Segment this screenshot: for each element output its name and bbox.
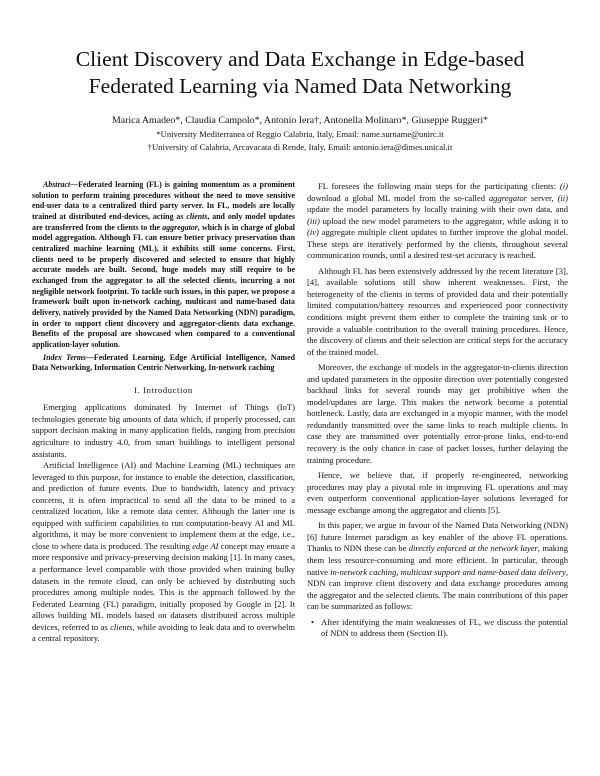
body-paragraph-weaknesses: Although FL has been extensively addressed by the recent literature [3], [4], available solutions still show inherent weaknesses. First, the heterogeneity of the clients in terms of provided data and their potentially limited computation/battery resources and experienced poor connectivity conditions might prevent them either to complete the training task or to provide a valuable contribution to the overall training procedures. Hence, the discovery of clients and their selection are critical steps for the accuracy of the trained model.: [307, 265, 568, 357]
intro-paragraph-1: Emerging applications dominated by Internet of Things (IoT) technologies generate big amounts of data which, if properly processed, can support decision making in many application fields, ranging from precision agriculture to industry 4.0, from smart buildings to intelligent personal assistants.: [32, 402, 295, 459]
contributions-list: [307, 617, 568, 640]
section-heading-introduction: I. Introduction: [134, 384, 193, 395]
paper-title: [40, 46, 560, 100]
body-paragraph-fl-steps: FL foresees the following main steps for the participating clients: (i) download a global ML model from the so-called aggregator server, (ii) update the model parameters by locally training with their own data, and (iii) upload the new model parameters to the aggregator, while asking it to (iv) aggregate multiple client updates to further improve the global model. These steps are iteratively performed by the clients, throughout several communication rounds, until a desired test-set accuracy is reached.: [307, 181, 569, 261]
abstract: Abstract—Federated learning (FL) is gaining momentum as a prominent solution to perform training procedures without the need to move sensitive end-user data to a centralized third party server. In FL, models are locally trained at distributed end-devices, acting as clients, and only model updates are transferred from the clients to the aggregator, which is in charge of global model aggregation. Although FL can ensure better privacy preservation than centralized machine learning (ML), it exhibits still some concerns. First, clients need to be properly discovered and selected to ensure that highly accurate models are built. Second, huge models may still require to be exchanged from the aggregator to all the selected clients, incurring a not negligible network footprint. To tackle such issues, in this paper, we propose a framework built upon in-network caching, multicast and name-based data delivery, natively provided by the Named Data Networking (NDN) paradigm, in order to support client discovery and aggregator-clients data exchange. Benefits of the proposal are showcased when compared to a conventional application-layer solution.: [32, 180, 295, 349]
title-line-2: Federated Learning via Named Data Networking: [88, 74, 512, 98]
affiliation-2: †University of Calabria, Arcavacata di Rende, Italy, Email: antonio.iera@dimes.unical.it: [147, 142, 453, 152]
author-list: Marica Amadeo*, Claudia Campolo*, Antonio Iera†, Antonella Molinaro*, Giuseppe Ruggeri*: [112, 115, 488, 126]
bullet-icon: •: [311, 616, 314, 627]
right-column: [307, 181, 568, 640]
title-line-1: Client Discovery and Data Exchange in Edge-based: [75, 47, 525, 71]
body-paragraph-ndn: In this paper, we argue in favour of the Named Data Networking (NDN) [6] future Internet paradigm as key enabler of the above FL operations. Thanks to NDN these can be directly enforced at the network layer, making them less resource-consuming and more efficient. In particular, through native in-network caching, multicast support and name-based data delivery, NDN can improve client discovery and data exchange procedures among the aggregator and the selected clients. The main contributions of this paper can be summarized as follows:: [307, 520, 568, 612]
intro-paragraph-2: Artificial Intelligence (AI) and Machine Learning (ML) techniques are leveraged to this purpose, for instance to enable the detection, classification, and prediction of future events. Due to bandwidth, latency and privacy concerns, it is often impractical to send all the data to be mined to a centralized location, like a remote data center. Although the latter one is equipped with sufficient capabilities to run computation-heavy AI and ML algorithms, it may be more convenient to implement them at the edge, i.e., close to where data is produced. The resulting edge AI concept may ensure a more responsive and privacy-preserving decision making [1]. In many cases, a performance level comparable with those provided when training bulky datasets in the remote cloud, can only be achieved by distributing such procedures among multiple nodes. This is the approach followed by the Federated Learning (FL) paradigm, initially proposed by Google in [2]. It allows building ML models based on datasets distributed across multiple devices, referred to as clients, while avoiding to leak data and to overwhelm a central repository.: [32, 460, 295, 644]
index-terms: Index Terms—Federated Learning, Edge Artificial Intelligence, Named Data Networking, Information Centric Networking, In-network caching: [32, 352, 295, 373]
list-item: • After identifying the main weaknesses of FL, we discuss the potential of NDN to address them (Section II).: [311, 616, 568, 639]
affiliation-1: *University Mediterranea of Reggio Calabria, Italy, Email: name.surname@unirc.it: [156, 129, 444, 139]
abstract-lead: Abstract: [43, 180, 71, 189]
body-paragraph-networking: Hence, we believe that, if properly re-engineered, networking procedures may play a pivotal role in improving FL operations and may even outperform conventional application-layer solutions leveraged for message exchange among the aggregator and clients [5].: [307, 470, 568, 515]
left-column: [32, 180, 295, 645]
index-terms-lead: Index Terms: [43, 352, 87, 362]
body-paragraph-exchange: Moreover, the exchange of models in the aggregator-to-clients direction and updated parameters in the opposite direction over potentially congested backhaul links for several rounds may get prohibitive when the model/updates are large. This makes the network become a potential bottleneck. Lastly, data are exchanged in a myopic manner, with the model redundantly transmitted over the same links to reach multiple clients. In case they are transmitted over potentially error-prone links, end-to-end recovery is the only chance in case of packet losses, further delaying the training procedure.: [307, 362, 568, 465]
